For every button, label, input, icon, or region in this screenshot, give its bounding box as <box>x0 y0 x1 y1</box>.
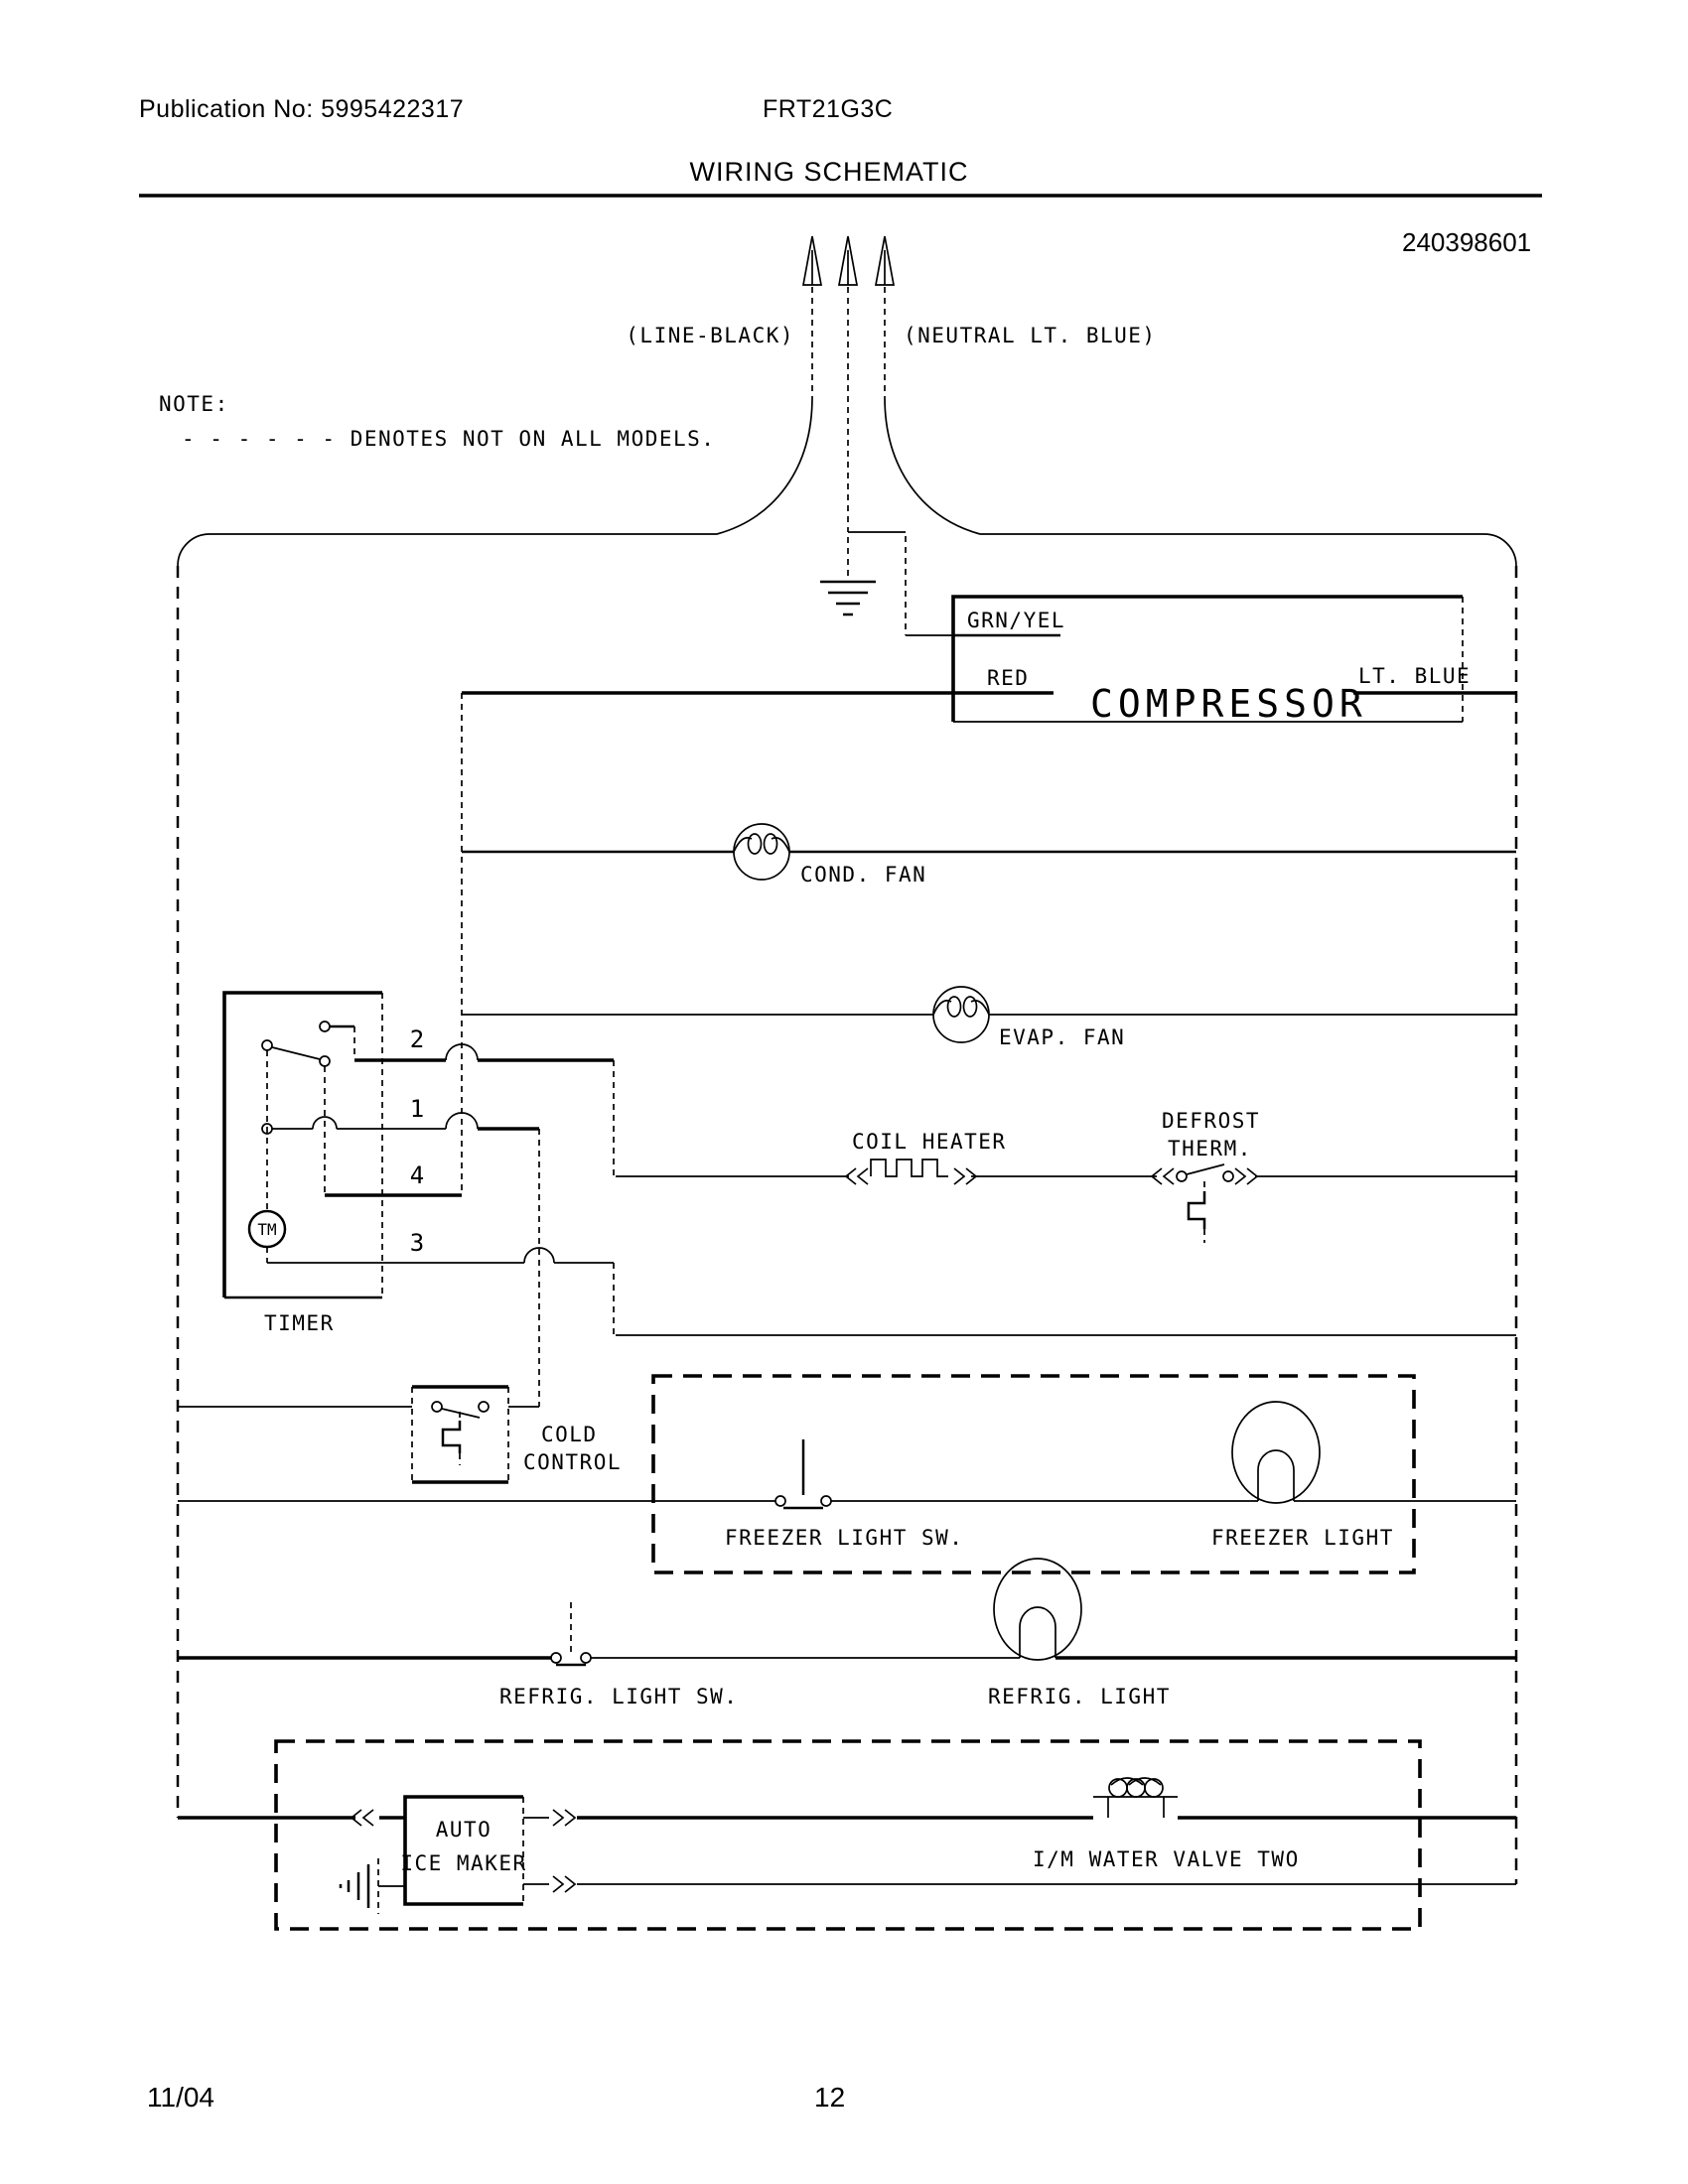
cold-control-terminal <box>432 1402 442 1412</box>
cold-control-switch-blade <box>442 1409 480 1418</box>
ground-circuit <box>820 532 953 635</box>
note <box>159 392 715 451</box>
return-connector-icon <box>553 1876 575 1892</box>
cold-control-box-heavy-edges <box>412 1387 508 1482</box>
freezer-switch-terminal <box>821 1496 831 1506</box>
water-valve-coil-loop <box>1145 1779 1163 1797</box>
neutral-arrow-icon <box>876 236 894 285</box>
defrost-heater-circuit <box>616 1109 1516 1243</box>
therm-terminal <box>1177 1171 1187 1181</box>
cabinet-enclosure <box>178 397 1516 1884</box>
freezer-light-label: FREEZER LIGHT <box>1211 1526 1394 1550</box>
neutral-label: (NEUTRAL LT. BLUE) <box>904 324 1157 347</box>
chassis-ground-icon <box>341 1864 368 1908</box>
refrig-light-label: REFRIG. LIGHT <box>988 1685 1171 1708</box>
evap-fan-motor-icon <box>933 987 989 1042</box>
water-valve-coil-loop <box>1109 1779 1127 1797</box>
footer-page-number: 12 <box>814 2082 846 2113</box>
water-valve-coil-loop <box>1127 1779 1145 1797</box>
cold-control <box>178 1387 622 1482</box>
auto-ice-maker-label-1: AUTO <box>435 1818 492 1842</box>
cond-fan-coil-loop <box>749 834 762 854</box>
enclosure-corners <box>178 534 1516 566</box>
terminal-number-2: 2 <box>409 1025 425 1053</box>
terminal-number-3: 3 <box>409 1229 425 1257</box>
ground-dashed-wires <box>848 536 906 635</box>
supply-leads <box>626 236 1156 532</box>
ice-maker-circuit <box>178 1741 1516 1929</box>
auto-ice-maker-label-2: ICE MAKER <box>400 1851 527 1875</box>
compressor <box>462 597 1516 726</box>
supply-lead-wires <box>812 287 885 532</box>
timer-internal-dashed-wires <box>267 1026 354 1263</box>
timer-box-heavy-edges <box>224 993 382 1297</box>
coil-heater-icon <box>871 1160 948 1176</box>
terminal-number-1: 1 <box>409 1095 425 1123</box>
terminal-number-4: 4 <box>409 1161 425 1189</box>
refrig-light-filament <box>1020 1607 1055 1658</box>
freezer-light-circuit <box>178 1376 1516 1572</box>
refrig-light-circuit <box>178 1559 1516 1708</box>
header <box>139 95 1542 257</box>
evap-fan-coil-loop <box>964 997 977 1017</box>
timer-motor-label: TM <box>257 1220 277 1239</box>
cold-control-box-dashed-sides <box>412 1387 508 1482</box>
cold-control-bellows-icon <box>443 1421 460 1453</box>
cond-fan-label: COND. FAN <box>800 863 927 887</box>
defrost-therm-label-2: THERM. <box>1168 1137 1252 1160</box>
freezer-light-filament <box>1258 1450 1294 1501</box>
note-text: - - - - - - DENOTES NOT ON ALL MODELS. <box>182 427 716 451</box>
cond-fan-motor-icon <box>734 824 789 880</box>
model-number: FRT21G3C <box>763 95 894 123</box>
cold-control-terminal <box>479 1402 489 1412</box>
grn-yel-label: GRN/YEL <box>967 609 1066 632</box>
freezer-light-sw-label: FREEZER LIGHT SW. <box>725 1526 964 1550</box>
evap-fan-label: EVAP. FAN <box>999 1025 1126 1049</box>
line-arrow-icon <box>803 236 821 285</box>
timer-wiring <box>267 1044 1516 1407</box>
footer <box>147 2082 845 2113</box>
red-label: RED <box>987 666 1030 690</box>
line-black-label: (LINE-BLACK) <box>626 324 794 347</box>
defrost-therm-label-1: DEFROST <box>1162 1109 1261 1133</box>
coil-heater-label: COIL HEATER <box>852 1130 1007 1154</box>
water-valve-frame <box>1093 1797 1178 1818</box>
cond-fan <box>462 824 1516 887</box>
evap-fan <box>462 987 1516 1049</box>
part-number: 240398601 <box>1402 227 1532 257</box>
cold-control-label-1: COLD <box>541 1423 598 1446</box>
timer-terminal-4 <box>320 1056 330 1066</box>
cond-fan-coil-loop <box>765 834 777 854</box>
refrig-light-sw-label: REFRIG. LIGHT SW. <box>499 1685 739 1708</box>
timer-switch-blade <box>272 1047 320 1059</box>
publication-number: Publication No: 5995422317 <box>139 95 465 123</box>
therm-switch-blade <box>1187 1164 1224 1174</box>
cold-control-label-2: CONTROL <box>523 1450 623 1474</box>
timer-terminal-2 <box>320 1022 330 1031</box>
wire-1-crossovers <box>313 1113 478 1129</box>
water-valve-label: I/M WATER VALVE TWO <box>1033 1847 1300 1871</box>
defrost-timer <box>224 993 424 1335</box>
valve-connector-icon <box>553 1810 575 1826</box>
timer-terminal-common <box>262 1040 272 1050</box>
footer-date: 11/04 <box>147 2082 214 2113</box>
refrig-light-bulb-icon <box>994 1559 1081 1660</box>
freezer-switch-terminal <box>775 1496 785 1506</box>
ice-maker-box-heavy-edges <box>405 1797 523 1904</box>
page-title: WIRING SCHEMATIC <box>689 157 969 187</box>
therm-bellows-icon <box>1189 1191 1204 1229</box>
earth-ground-icon <box>820 582 876 614</box>
refrig-switch-terminal <box>551 1653 561 1663</box>
compressor-label: COMPRESSOR <box>1090 682 1367 726</box>
refrig-switch-terminal <box>581 1653 591 1663</box>
therm-terminal <box>1223 1171 1233 1181</box>
lt-blue-label: LT. BLUE <box>1358 664 1472 688</box>
therm-connector-right-icon <box>1235 1168 1257 1184</box>
freezer-light-bulb-icon <box>1232 1402 1320 1503</box>
evap-fan-coil-loop <box>948 997 961 1017</box>
note-label: NOTE: <box>159 392 229 416</box>
timer-label: TIMER <box>264 1311 335 1335</box>
connector-left-icon <box>846 1168 868 1184</box>
ground-arrow-icon <box>839 236 857 285</box>
